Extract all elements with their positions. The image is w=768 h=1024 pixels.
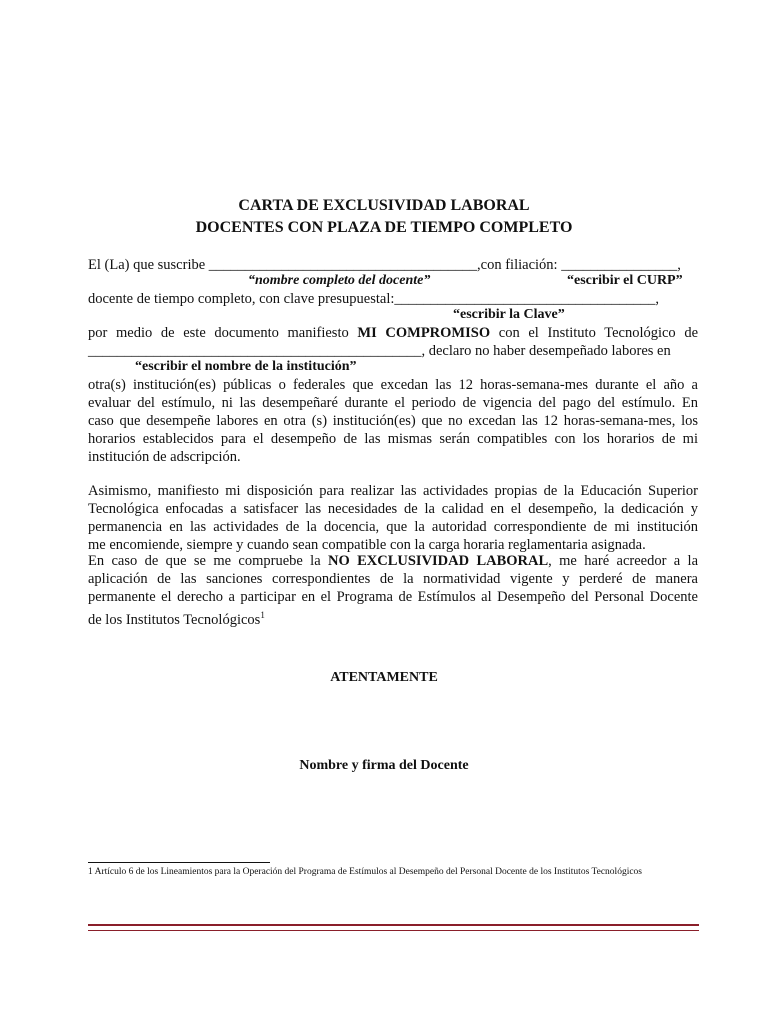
commitment-text-c: con el Instituto Tecnológico de <box>498 325 699 341</box>
document-title-line1: CARTA DE EXCLUSIVIDAD LABORAL <box>238 197 530 214</box>
paragraph3-line1 <box>88 552 698 570</box>
paragraph3-text-a: En caso de que se me compruebe la <box>88 553 321 569</box>
institution-line: ______________________________________________, declaro no haber desempeñado labores en <box>88 343 671 359</box>
paragraph3-line3: permanente el derecho a participar en el Programa de Estímulos al Desempeño del Personal Docente <box>88 589 698 605</box>
paragraph3-line4 <box>88 606 698 629</box>
paragraph3-line2: aplicación de las sanciones correspondientes de la normatividad vigente y perderé de manera <box>88 571 698 587</box>
paragraph2-line3: permanencia en las actividades de la docencia, que la autoridad correspondiente de mi institución <box>88 519 698 535</box>
commitment-line <box>88 324 698 342</box>
commitment-bold: MI COMPROMISO <box>357 325 491 341</box>
paragraph2-line1: Asimismo, manifiesto mi disposición para realizar las actividades propias de la Educación Superior <box>88 483 698 499</box>
footnote-ref: 1 <box>260 610 265 620</box>
paragraph1-line1: otra(s) institución(es) públicas o federales que excedan las 12 horas-semana-mes durante el año a <box>88 377 698 393</box>
paragraph1-line4: horarios establecidos para el desempeño de las mismas serán compatibles con los horarios de mi <box>88 431 698 447</box>
commitment-text-a: por medio de este documento manifiesto <box>88 325 349 341</box>
hint-institution: “escribir el nombre de la institución” <box>135 359 357 374</box>
footnote-divider <box>88 862 270 863</box>
footer-rule <box>88 924 699 931</box>
paragraph1-line3: caso que desempeñe labores en otra (s) institución(es) que no excedan las 12 horas-semana-mes, los <box>88 413 698 429</box>
hint-curp: “escribir el CURP” <box>567 273 683 288</box>
closing-text: ATENTAMENTE <box>330 670 438 685</box>
footnote <box>88 866 642 878</box>
paragraph2-line4: me encomiende, siempre y cuando sean compatible con la carga horaria reglamentaria asignada. <box>88 537 646 553</box>
budget-key-line: docente de tiempo completo, con clave presupuestal:____________________________________, <box>88 291 660 307</box>
paragraph3-text-end: de los Institutos Tecnológicos <box>88 611 261 628</box>
footnote-number: 1 <box>88 867 93 877</box>
hint-full-name: “nombre completo del docente” <box>248 273 431 288</box>
subscriber-line: El (La) que suscribe _____________________________________,con filiación: ________________, <box>88 257 681 273</box>
paragraph3-text-c: , me haré acreedor a la <box>548 553 699 569</box>
document-title-line2: DOCENTES CON PLAZA DE TIEMPO COMPLETO <box>195 219 573 236</box>
hint-key: “escribir la Clave” <box>453 307 565 322</box>
paragraph1-line5: institución de adscripción. <box>88 449 241 465</box>
footnote-text: Artículo 6 de los Lineamientos para la Operación del Programa de Estímulos al Desempeño del Personal Docente de los Institutos Tecnológicos <box>94 867 642 877</box>
paragraph3-bold: NO EXCLUSIVIDAD LABORAL <box>328 553 549 569</box>
paragraph1-line2: evaluar del estímulo, ni las desempeñaré durante el periodo de vigencia del pago del estímulo. En <box>88 395 698 411</box>
paragraph2-line2: Tecnológica enfocadas a satisfacer las necesidades de la calidad en el desempeño, la dedicación y <box>88 501 698 517</box>
signature-label: Nombre y firma del Docente <box>299 758 469 773</box>
